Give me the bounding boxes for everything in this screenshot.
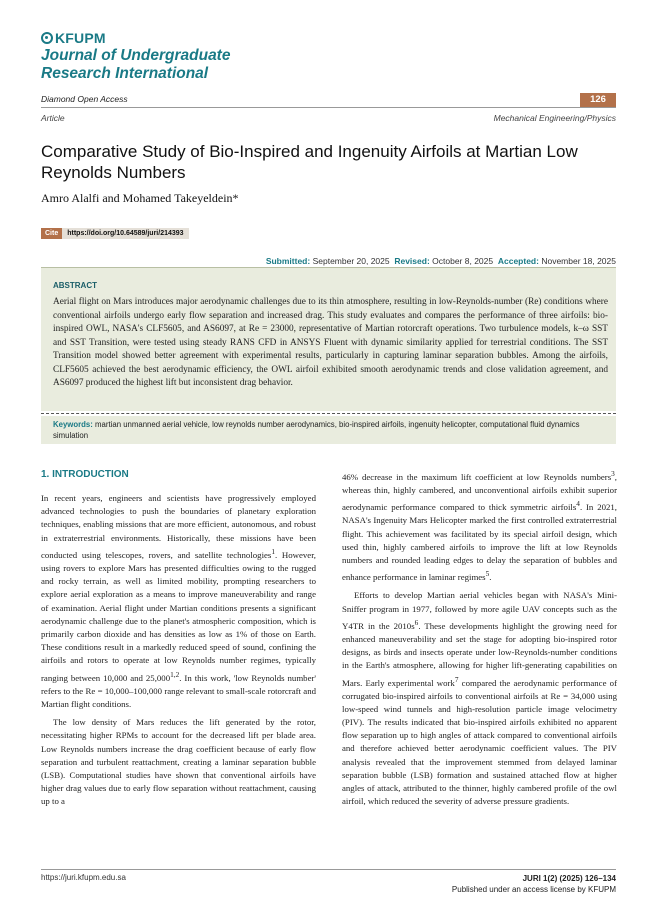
page-number-badge: 126	[580, 93, 616, 107]
footer-citation	[452, 873, 616, 895]
abstract-heading: ABSTRACT	[53, 281, 97, 290]
text-run: compared the aerodynamic performance of corrugated bio-inspired airfoils to conventional airfoils at Re = 34,000 using low-speed wind tunnels and high-resolution particle image velocimetry (PIV). The results indicated that bio-inspired airfoils exhibited no apparent flow separation up to high angles of attack compared to conventional airfoils and therefore achieved better aerodynamic coefficient values. The PIV analysis revealed that the improvement stemmed from delayed laminar separation bubble (LSB) formation and sustained attached flow at higher angles of attack, attributed to the thinner, highly cambered profile of the owl airfoil, which reduced the severity of adverse pressure gradients.	[342, 677, 617, 807]
article-type: Article	[41, 113, 65, 123]
cite-bar	[41, 228, 189, 239]
footer-divider	[41, 869, 616, 870]
text-run: . These developments highlight the growing need for enhanced maneuverability and set the stage for adopting bio-inspired rotor designs, as birds and insects operate under low-Reynolds-number conditions in the Earth's atmosphere, allowing for higher lift-generating capabilities on Mars. Early experimental work	[342, 620, 617, 688]
revised-date: October 8, 2025	[432, 256, 494, 266]
cite-label: Cite	[41, 228, 62, 239]
accepted-label: Accepted:	[497, 256, 539, 266]
journal-title: Journal of Undergraduate Research International	[41, 47, 231, 82]
abstract-text: Aerial flight on Mars introduces major aerodynamic challenges due to its thin atmosphere, resulting in low-Reynolds-number (Re) conditions where conventional airfoils undergo early flow separation and increased drag. This study evaluates and compares the performance of three airfoils: bio-inspired OWL, NASA's CLF5605, and AS6097, at Re = 23000, representative of Martian rotorcraft operations. Two turbulence models, k–ω SST and SST Transition, were tested using steady RANS CFD in ANSYS Fluent with dynamic similarity applied for terrestrial conditions. The SST Transition model showed better agreement with experimental results, particularly in capturing laminar separation bubbles. Among the airfoils, CLF5605 achieved the best aerodynamic efficiency, the OWL airfoil exhibited smooth aerodynamic trends and close validation agreement, and AS6097 produced the highest lift but inconsistent drag behavior.	[53, 297, 608, 388]
author-list: Amro Alalfi and Mohamed Takeyeldein*	[41, 191, 239, 205]
reference-1-2[interactable]: 1,2	[170, 669, 180, 679]
text-run: . In this work, 'low Reynolds number' refers to the Re = 10,000–100,000 range relevant to small-scale rotorcraft and Martian flight conditions.	[41, 672, 316, 709]
paragraph: The low density of Mars reduces the lift generated by the rotor, necessitating higher RPMs to account for the decreased lift per blade area. Low Reynolds numbers increase the drag coefficient because of early flow separation and turbulent reattachment, creating a laminar separation bubble (LSB). Computational studies have shown that conventional airfoils have higher drag values due to early flow separation without reattachment, causing up to a	[41, 717, 316, 807]
kfupm-logo	[41, 30, 106, 46]
text-run: Efforts to develop Martian aerial vehicles began with NASA's Mini-Sniffer program in 1977, followed by more agile UAV concepts such as the Y4TR in the 2010s	[342, 590, 617, 631]
paragraph	[342, 467, 617, 584]
reference-3[interactable]: 3	[611, 469, 615, 478]
body-column-left	[41, 492, 316, 809]
subject-field: Mechanical Engineering/Physics	[493, 113, 616, 123]
text-run: In recent years, engineers and scientists have progressively employed advanced technologies to push the boundaries of planetary exploration techniques, enabling missions that are more efficient, autonomous, and robust in extraterrestrial environments. Historically, these missions have been conducted using telescopes, rovers, and satellite technologies	[41, 493, 316, 560]
journal-url-link[interactable]: https://juri.kfupm.edu.sa	[41, 873, 126, 882]
text-run: 46% decrease in the maximum lift coefficient at low Reynolds numbers	[342, 471, 612, 482]
reference-5[interactable]: 5	[485, 569, 490, 579]
article-title: Comparative Study of Bio-Inspired and Ingenuity Airfoils at Martian Low Reynolds Numbers	[41, 142, 578, 182]
section-heading-introduction: 1. INTRODUCTION	[41, 469, 129, 480]
text-run: . However, using rovers to explore Mars has presented difficulties owing to the rugged and rocky terrain, as well as limited mobility, prompting researchers to explore aerial exploration as a means to improve maneuverability and range of examination. Aerial flight under Martian conditions presents a significant aerodynamic challenge due to the planet's atmospheric composition, which is primarily carbon dioxide and has densities as low as 1% of those on Earth. These conditions result in a markedly reduced speed of sound, confining the airfoils and rotors to operate at low Reynolds number regimes, typically ranging between 10,000 and 25,000	[41, 549, 316, 683]
paragraph	[342, 589, 617, 808]
paragraph	[41, 492, 316, 711]
text-run: , whereas thin, highly cambered, and unconventional airfoils exhibit superior aerodynamic performance compared to thick symmetric airfoils	[342, 471, 617, 513]
brand-name: KFUPM	[55, 30, 106, 46]
abstract-divider	[41, 413, 616, 414]
logo-mark-icon	[41, 32, 53, 44]
body-column-right	[342, 467, 617, 808]
publication-dates	[266, 256, 616, 266]
license-line: Published under an access license by KFUPM	[451, 885, 616, 894]
keywords-label: Keywords:	[53, 420, 93, 429]
citation-line: JURI 1(2) (2025) 126–134	[522, 874, 616, 883]
text-run: .	[489, 572, 492, 583]
accepted-date: November 18, 2025	[541, 256, 616, 266]
submitted-date: September 20, 2025	[312, 256, 390, 266]
reference-7[interactable]: 7	[454, 674, 459, 684]
keywords-text: martian unmanned aerial vehicle, low reynolds number aerodynamics, bio-inspired airfoils, ingenuity helicopter, computational fluid dynamics simulation	[53, 420, 580, 440]
reference-4[interactable]: 4	[576, 499, 580, 509]
text-run: . In 2021, NASA's Ingenuity Mars Helicopter marked the first controlled extraterrestrial flight. This achievement was facilitated by its special airfoil design, which used thin, highly cambered airfoils to improve the lift at low Reynolds numbers and rounded leading edges to delay the separation of bubbles and enhance performance in laminar regimes	[342, 502, 617, 583]
submitted-label: Submitted:	[265, 256, 311, 266]
doi-link[interactable]: https://doi.org/10.64589/juri/214393	[62, 228, 188, 239]
access-label: Diamond Open Access	[41, 94, 128, 104]
reference-6[interactable]: 6	[414, 617, 419, 627]
header-divider	[41, 107, 616, 108]
revised-label: Revised:	[394, 256, 430, 266]
keywords	[53, 419, 608, 441]
reference-1[interactable]: 1	[271, 546, 276, 556]
